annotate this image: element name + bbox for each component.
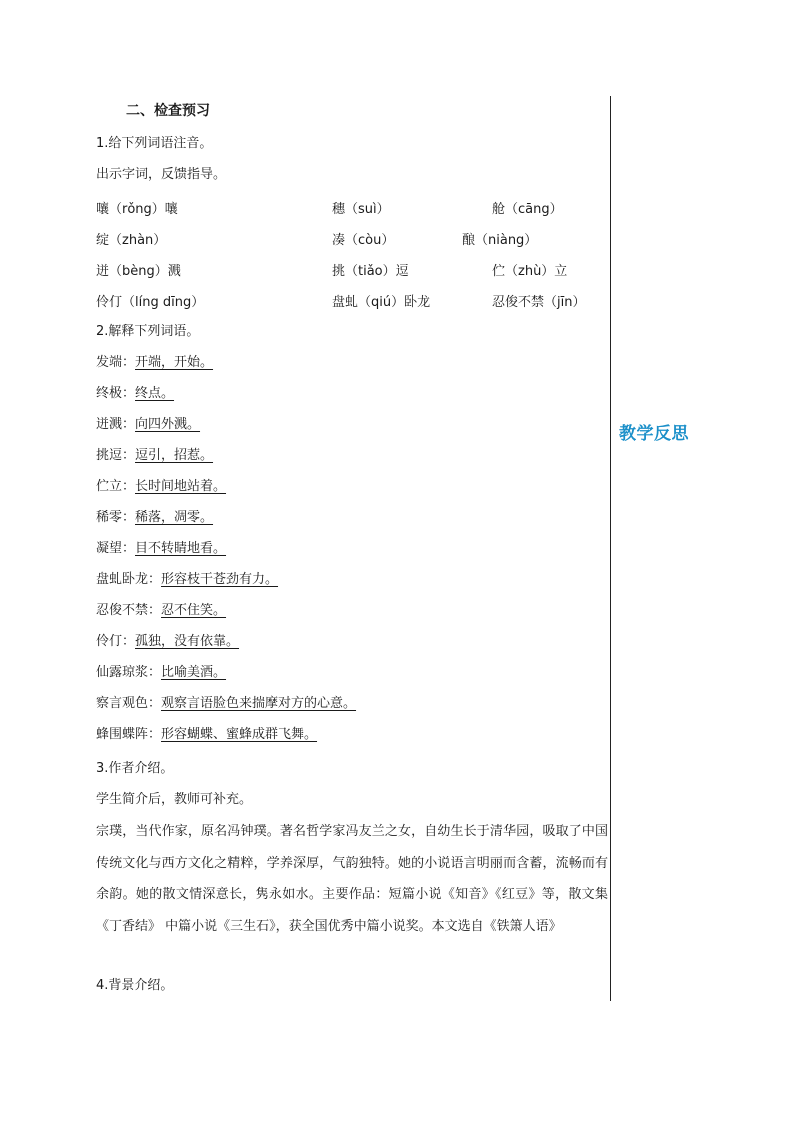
term-definition: 观察言语脸色来揣摩对方的心意。 [161,696,357,711]
term-word: 察言观色： [96,696,162,711]
term-row [96,446,213,466]
term-row [96,663,226,683]
term-definition: 形容蝴蝶、蜜蜂成群飞舞。 [161,727,318,742]
term-row [96,601,226,621]
term-definition: 目不转睛地看。 [135,541,227,556]
term-word: 凝望： [96,541,136,556]
term-word: 伫立： [96,479,136,494]
term-definition: 开端，开始。 [135,355,214,370]
term-word: 迸溅： [96,417,136,432]
term-definition: 终点。 [135,386,175,401]
term-definition: 长时间地站着。 [135,479,227,494]
term-word: 挑逗： [96,448,136,463]
q3-title: 3.作者介绍。 [96,761,174,776]
term-row [96,477,226,497]
term-word: 稀零： [96,510,136,525]
q3-instruction: 学生简介后，教师可补充。 [96,792,253,807]
q1-title: 1.给下列词语注音。 [96,136,213,151]
term-row [96,539,226,559]
pinyin-item: 忍俊不禁（jīn） [492,295,586,310]
term-word: 发端： [96,355,136,370]
term-row [96,632,239,652]
pinyin-item: 伶仃（líng dīng） [96,295,205,310]
term-definition: 比喻美酒。 [161,665,227,680]
pinyin-item: 伫（zhù）立 [492,264,568,279]
term-definition: 形容枝干苍劲有力。 [161,572,279,587]
pinyin-item: 挑（tiǎo）逗 [332,264,409,279]
pinyin-item: 酿（niàng） [462,233,538,248]
term-row [96,570,278,590]
term-row [96,725,317,745]
section-title: 二、检查预习 [126,103,210,119]
column-divider [610,96,611,1001]
pinyin-item: 穗（suì） [332,202,390,217]
term-word: 终极： [96,386,136,401]
term-definition: 孤独，没有依靠。 [135,634,240,649]
pinyin-item: 凑（còu） [332,233,395,248]
term-word: 盘虬卧龙： [96,572,162,587]
term-word: 伶仃： [96,634,136,649]
pinyin-item: 绽（zhàn） [96,233,167,248]
term-row [96,508,213,528]
term-row [96,415,200,435]
pinyin-item: 舱（cāng） [492,202,563,217]
term-definition: 稀落，凋零。 [135,510,214,525]
term-row [96,384,174,404]
term-row [96,694,356,714]
q2-title: 2.解释下列词语。 [96,324,200,339]
pinyin-item: 迸（bèng）溅 [96,264,181,279]
term-word: 仙露琼浆： [96,665,162,680]
term-row [96,353,213,373]
teaching-reflection-label: 教学反思 [619,424,689,444]
term-definition: 向四外溅。 [135,417,201,432]
term-word: 忍俊不禁： [96,603,162,618]
author-paragraph: 宗璞，当代作家，原名冯钟璞。著名哲学家冯友兰之女，自幼生长于清华园，吸取了中国传统文化与西方文化之精粹，学养深厚，气韵独特。她的小说语言明丽而含蓄，流畅而有余韵。她的散文情深意长，隽永如水。主要作品：短篇小说《知音》《红豆》等，散文集《丁香结》 中篇小说《三生石》，获全国优秀中篇小说奖。本文选自《铁箫人语》 [96,824,608,934]
term-definition: 忍不住笑。 [161,603,227,618]
q4-title: 4.背景介绍。 [96,978,174,993]
pinyin-item: 盘虬（qiú）卧龙 [332,295,431,310]
q1-instruction: 出示字词，反馈指导。 [96,167,227,182]
term-definition: 逗引，招惹。 [135,448,214,463]
pinyin-item: 嚷（rǒng）嚷 [96,202,178,217]
term-word: 蜂围蝶阵： [96,727,162,742]
